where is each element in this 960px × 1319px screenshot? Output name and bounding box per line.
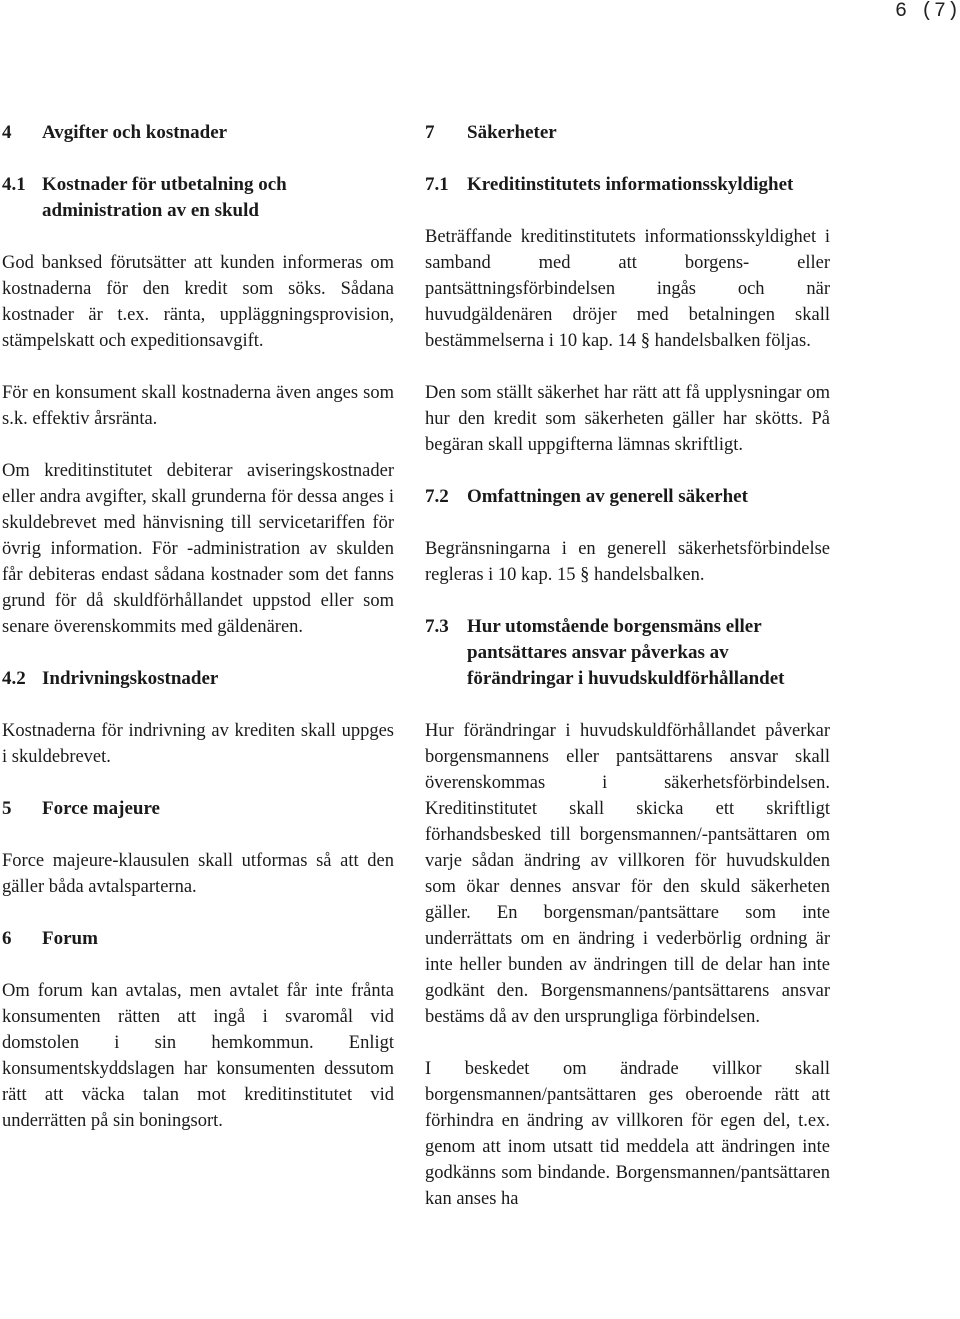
section-7-3-heading — [425, 614, 830, 692]
section-title: Avgifter och kostnader — [42, 122, 228, 143]
section-number: 4.1 — [2, 174, 26, 195]
section-title: Säkerheter — [467, 122, 557, 143]
paragraph-7-2: Begränsningarna i en generell säkerhetsförbindelse regleras i 10 kap. 15 § handelsbalken. — [425, 539, 830, 585]
section-title: Hur utomstående borgensmäns eller pantsättares ansvar påverkas av förändringar i huvudskuldförhållandet — [467, 616, 785, 689]
section-7-1-heading — [425, 172, 830, 198]
paragraph-4-1-b: För en konsument skall kostnaderna även anges som s.k. effektiv årsränta. — [2, 383, 394, 429]
section-title: Forum — [42, 928, 98, 949]
paragraph-7-1-a: Beträffande kreditinstitutets informationsskyldighet i samband med att borgens- eller pantsättningsförbindelsen ingås och när huvudgäldenären dröjer med betalningen skall bestämmelserna i 10 kap. 14 § handelsbalken följas. — [425, 227, 830, 351]
section-4-2-heading — [2, 666, 394, 692]
right-column — [425, 120, 830, 1212]
section-7-heading — [425, 120, 830, 146]
section-number: 4.2 — [2, 668, 26, 689]
left-column — [2, 120, 394, 1134]
section-title: Kostnader för utbetalning och administration av en skuld — [42, 174, 287, 221]
section-number: 6 — [2, 928, 12, 949]
section-number: 5 — [2, 798, 12, 819]
section-number: 7 — [425, 122, 435, 143]
page-number: 6 (7) — [894, 0, 960, 23]
section-number: 7.3 — [425, 616, 449, 637]
paragraph-4-1-a: God banksed förutsätter att kunden informeras om kostnaderna för den kredit som söks. Sådana kostnader är t.ex. ränta, uppläggningsprovision, stämpelskatt och expeditionsavgift. — [2, 253, 394, 351]
paragraph-7-3-b: I beskedet om ändrade villkor skall borgensmannen/pantsättaren ges oberoende rätt att förhindra en ändring av villkoren för egen del, t.ex. genom att inom utsatt tid meddela att ändringen inte godkänns som bindande. Borgensmannen/pantsättaren kan anses ha — [425, 1059, 830, 1209]
paragraph-4-1-c: Om kreditinstitutet debiterar aviseringskostnader eller andra avgifter, skall grunderna för dessa anges i skuldebrevet med hänvisning till servicetariffen för övrig information. För -administration av skulden får debiteras endast sådana kostnader som det fanns grund för då skuldförhållandet uppstod eller som senare överenskommits med gäldenären. — [2, 461, 394, 637]
paragraph-7-1-b: Den som ställt säkerhet har rätt att få upplysningar om hur den kredit som säkerheten gäller har skötts. På begäran skall uppgifterna lämnas skriftligt. — [425, 383, 830, 455]
section-6-heading — [2, 926, 394, 952]
paragraph-6: Om forum kan avtalas, men avtalet får inte frånta konsumenten rätten att ingå i svaromål vid domstolen i sin hemkommun. Enligt konsumentskyddslagen har konsumenten dessutom rätt att väcka talan mot kreditinstitutet vid underrätten på sin boningsort. — [2, 981, 394, 1131]
section-5-heading — [2, 796, 394, 822]
section-number: 7.1 — [425, 174, 449, 195]
section-title: Kreditinstitutets informationsskyldighet — [467, 174, 794, 195]
paragraph-7-3-a: Hur förändringar i huvudskuldförhållandet påverkar borgensmannens eller pantsättarens ansvar skall överenskommas i säkerhetsförbindelsen. Kreditinstitutet skall skicka ett skriftligt förhandsbesked till borgensmannen/-pantsättaren om varje sådan ändring av villkoren för huvudskulden som ökar dennes ansvar för den skuld säkerheten gäller. En borgensman/pantsättare som inte underrättats om en ändring i vederbörlig ordning är inte heller bunden av ändringen till de delar han inte godkänt den. Borgensmannens/pantsättarens ansvar bestäms då av den ursprungliga förbindelsen. — [425, 721, 830, 1027]
section-4-heading — [2, 120, 394, 146]
section-title: Force majeure — [42, 798, 160, 819]
section-title: Omfattningen av generell säkerhet — [467, 486, 748, 507]
section-4-1-heading — [2, 172, 394, 224]
paragraph-5: Force majeure-klausulen skall utformas så att den gäller båda avtalsparterna. — [2, 851, 394, 897]
section-number: 7.2 — [425, 486, 449, 507]
section-7-2-heading — [425, 484, 830, 510]
paragraph-4-2: Kostnaderna för indrivning av krediten skall uppges i skuldebrevet. — [2, 721, 394, 767]
section-title: Indrivningskostnader — [42, 668, 219, 689]
section-number: 4 — [2, 122, 12, 143]
